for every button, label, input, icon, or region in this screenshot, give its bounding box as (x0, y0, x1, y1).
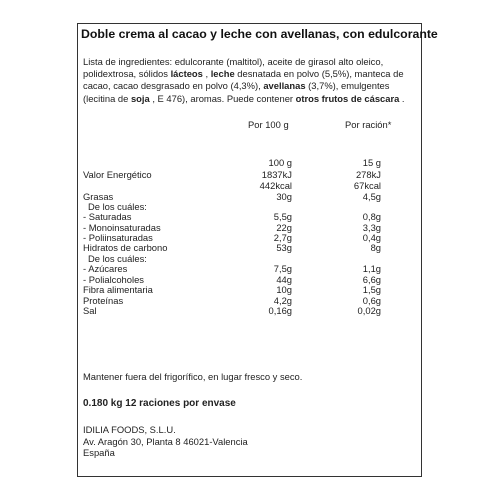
per-serving-header: Por ración* (345, 119, 392, 130)
ingredients-list (83, 56, 415, 105)
ingredient-text: . (399, 92, 405, 104)
nutrient-name: - Poliinsaturadas (83, 232, 153, 243)
value-per-serving: 1,1g (362, 263, 381, 274)
nutrient-name: Sal (83, 305, 97, 316)
value-per-serving: 67kcal (353, 180, 381, 191)
nutrition-row (0, 305, 500, 317)
value-per-serving: 1,5g (362, 284, 381, 295)
nutrient-name: - Azúcares (83, 263, 128, 274)
allergen-text: lácteos (170, 68, 203, 80)
nutrient-name: - Saturadas (83, 211, 132, 222)
nutrition-row (0, 157, 500, 169)
value-per-100g: 5,5g (273, 211, 292, 222)
ingredient-text: , E 476), aromas. Puede contener (149, 92, 296, 104)
company-name: IDILIA FOODS, S.L.U. (83, 424, 176, 435)
ingredient-text: (3,7%), emulgentes (lecitina de (83, 80, 390, 104)
company-country: España (83, 447, 115, 459)
value-per-serving: 6,6g (362, 274, 381, 285)
value-per-serving: 0,02g (357, 305, 381, 316)
allergen-text: leche (210, 68, 235, 80)
company-address: Av. Aragón 30, Planta 8 46021-Valencia (83, 435, 248, 447)
value-per-serving: 4,5g (362, 191, 381, 202)
nutrient-name: - Monoinsaturadas (83, 222, 161, 233)
value-per-100g: 44g (276, 274, 292, 285)
nutrient-name: Hidratos de carbono (83, 242, 168, 253)
nutrient-name: Grasas (83, 191, 114, 202)
per-100g-header: Por 100 g (248, 119, 289, 130)
product-title: Doble crema al cacao y leche con avellanas, con edulcorante (81, 27, 438, 41)
ingredient-text: Lista de ingredientes: edulcorante (maltitol), aceite de girasol alto oleico, polidextrosa, sólidos (83, 56, 384, 80)
value-per-serving: 15 g (362, 157, 381, 168)
value-per-100g: 1837kJ (261, 169, 292, 180)
value-per-serving: 0,6g (362, 295, 381, 306)
ingredient-text: desnatada en polvo (5,5%), manteca de cacao, cacao desgrasado en polvo (4,3%), (83, 68, 404, 92)
nutrient-name: Proteínas (83, 295, 124, 306)
allergen-text: soja (130, 92, 150, 104)
value-per-100g: 2,7g (273, 232, 292, 243)
value-per-100g: 53g (276, 242, 292, 253)
nutrient-name: De los cuáles: (88, 253, 147, 264)
value-per-100g: 7,5g (273, 263, 292, 274)
value-per-100g: 100 g (268, 157, 292, 168)
nutrient-name: Valor Energético (83, 169, 152, 180)
value-per-serving: 0,8g (362, 211, 381, 222)
value-per-100g: 30g (276, 191, 292, 202)
value-per-100g: 442kcal (259, 180, 292, 191)
value-per-100g: 0,16g (268, 305, 292, 316)
allergen-text: otros frutos de cáscara (295, 92, 400, 104)
net-weight: 0.180 kg 12 raciones por envase (83, 398, 236, 409)
value-per-serving: 0,4g (362, 232, 381, 243)
value-per-serving: 3,3g (362, 222, 381, 233)
storage-instructions: Mantener fuera del frigorífico, en lugar fresco y seco. (83, 371, 303, 382)
value-per-100g: 22g (276, 222, 292, 233)
allergen-text: avellanas (263, 80, 306, 92)
nutrient-name: De los cuáles: (88, 201, 147, 212)
company-info (83, 424, 248, 459)
value-per-serving: 8g (370, 242, 381, 253)
nutrient-name: - Polialcoholes (83, 274, 144, 285)
value-per-serving: 278kJ (355, 169, 381, 180)
nutrient-name: Fibra alimentaria (83, 284, 153, 295)
value-per-100g: 10g (276, 284, 292, 295)
value-per-100g: 4,2g (273, 295, 292, 306)
ingredient-text: , (202, 68, 211, 80)
